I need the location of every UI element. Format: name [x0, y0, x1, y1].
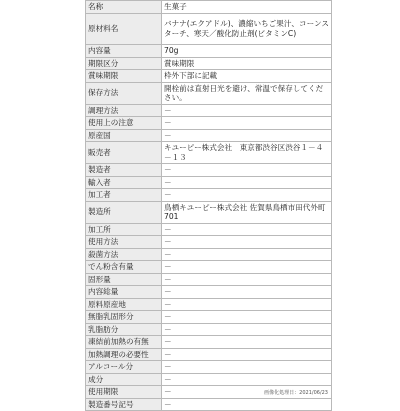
product-info-rows: [86, 1, 332, 411]
row-value: 開栓前は直射日光を避け、常温で保存してください。: [162, 82, 332, 104]
table-row: [86, 117, 332, 130]
row-label: 使用期限: [86, 386, 162, 399]
row-label: 内容量: [86, 45, 162, 58]
row-value: －: [162, 176, 332, 189]
row-value: －: [162, 336, 332, 349]
row-label: 乳脂肪分: [86, 323, 162, 336]
row-label: 加工所: [86, 223, 162, 236]
row-value: －: [162, 248, 332, 261]
row-label: 保存方法: [86, 82, 162, 104]
table-row: [86, 248, 332, 261]
table-row: [86, 189, 332, 202]
row-label: 使用上の注意: [86, 117, 162, 130]
table-row: [86, 298, 332, 311]
row-value: －: [162, 223, 332, 236]
row-value: －: [162, 189, 332, 202]
row-label: 販売者: [86, 142, 162, 164]
row-value: －: [162, 286, 332, 299]
table-row: [86, 176, 332, 189]
row-value: －: [162, 361, 332, 374]
table-row: [86, 286, 332, 299]
row-value: －: [162, 104, 332, 117]
row-value: －: [162, 129, 332, 142]
row-label: 製造番号記号: [86, 398, 162, 411]
row-label: 期限区分: [86, 57, 162, 70]
row-label: 原産国: [86, 129, 162, 142]
table-row: [86, 336, 332, 349]
row-label: 成分: [86, 373, 162, 386]
row-value: －: [162, 323, 332, 336]
product-info-table: [85, 0, 332, 411]
row-label: 固形量: [86, 273, 162, 286]
row-label: 加熱調理の必要性: [86, 348, 162, 361]
row-value: 枠外下部に記載: [162, 70, 332, 83]
table-row: [86, 1, 332, 14]
row-value: 賞味期限: [162, 57, 332, 70]
table-row: [86, 201, 332, 223]
row-label: 輸入者: [86, 176, 162, 189]
row-label: 賞味期限: [86, 70, 162, 83]
table-row: [86, 348, 332, 361]
row-label: 製造所: [86, 201, 162, 223]
table-row: [86, 361, 332, 374]
row-value: －: [162, 164, 332, 177]
row-label: 調理方法: [86, 104, 162, 117]
table-row: [86, 273, 332, 286]
table-row: [86, 323, 332, 336]
row-label: 使用方法: [86, 236, 162, 249]
row-label: 原料原産地: [86, 298, 162, 311]
table-row: [86, 142, 332, 164]
row-label: 原材料名: [86, 13, 162, 45]
row-value: －: [162, 311, 332, 324]
row-value: －: [162, 398, 332, 411]
row-label: 無脂乳固形分: [86, 311, 162, 324]
image-processed-date: 画像化処理日：2021/06/23: [264, 390, 328, 396]
row-value: キユーピー株式会社 東京都渋谷区渋谷１－４－１３: [162, 142, 332, 164]
row-label: アルコール分: [86, 361, 162, 374]
table-row: [86, 70, 332, 83]
row-value: －: [162, 273, 332, 286]
table-row: [86, 164, 332, 177]
table-row: [86, 311, 332, 324]
row-value: －: [162, 236, 332, 249]
row-value: 鳥栖キユーピー株式会社 佐賀県鳥栖市田代外町701: [162, 201, 332, 223]
row-value: －: [162, 298, 332, 311]
row-value: －: [162, 261, 332, 274]
table-row: [86, 261, 332, 274]
table-row: [86, 13, 332, 45]
row-label: でん粉含有量: [86, 261, 162, 274]
row-value: －: [162, 386, 332, 399]
table-row: [86, 104, 332, 117]
table-row: [86, 129, 332, 142]
row-label: 加工者: [86, 189, 162, 202]
table-row: [86, 223, 332, 236]
row-label: 凍結前加熱の有無: [86, 336, 162, 349]
table-row: [86, 45, 332, 58]
table-row: [86, 57, 332, 70]
row-label: 内容総量: [86, 286, 162, 299]
row-value: －: [162, 348, 332, 361]
row-value: 生菓子: [162, 1, 332, 14]
row-label: 製造者: [86, 164, 162, 177]
product-info-sheet: [85, 0, 331, 411]
table-row: [86, 373, 332, 386]
table-row: [86, 82, 332, 104]
row-label: 名称: [86, 1, 162, 14]
row-value: 70g: [162, 45, 332, 58]
row-value: バナナ(エクアドル)、濃縮いちご果汁、コーンスターチ、寒天／酸化防止剤(ビタミンC): [162, 13, 332, 45]
row-label: 殺菌方法: [86, 248, 162, 261]
table-row: [86, 236, 332, 249]
row-value: －: [162, 117, 332, 130]
row-value: －: [162, 373, 332, 386]
